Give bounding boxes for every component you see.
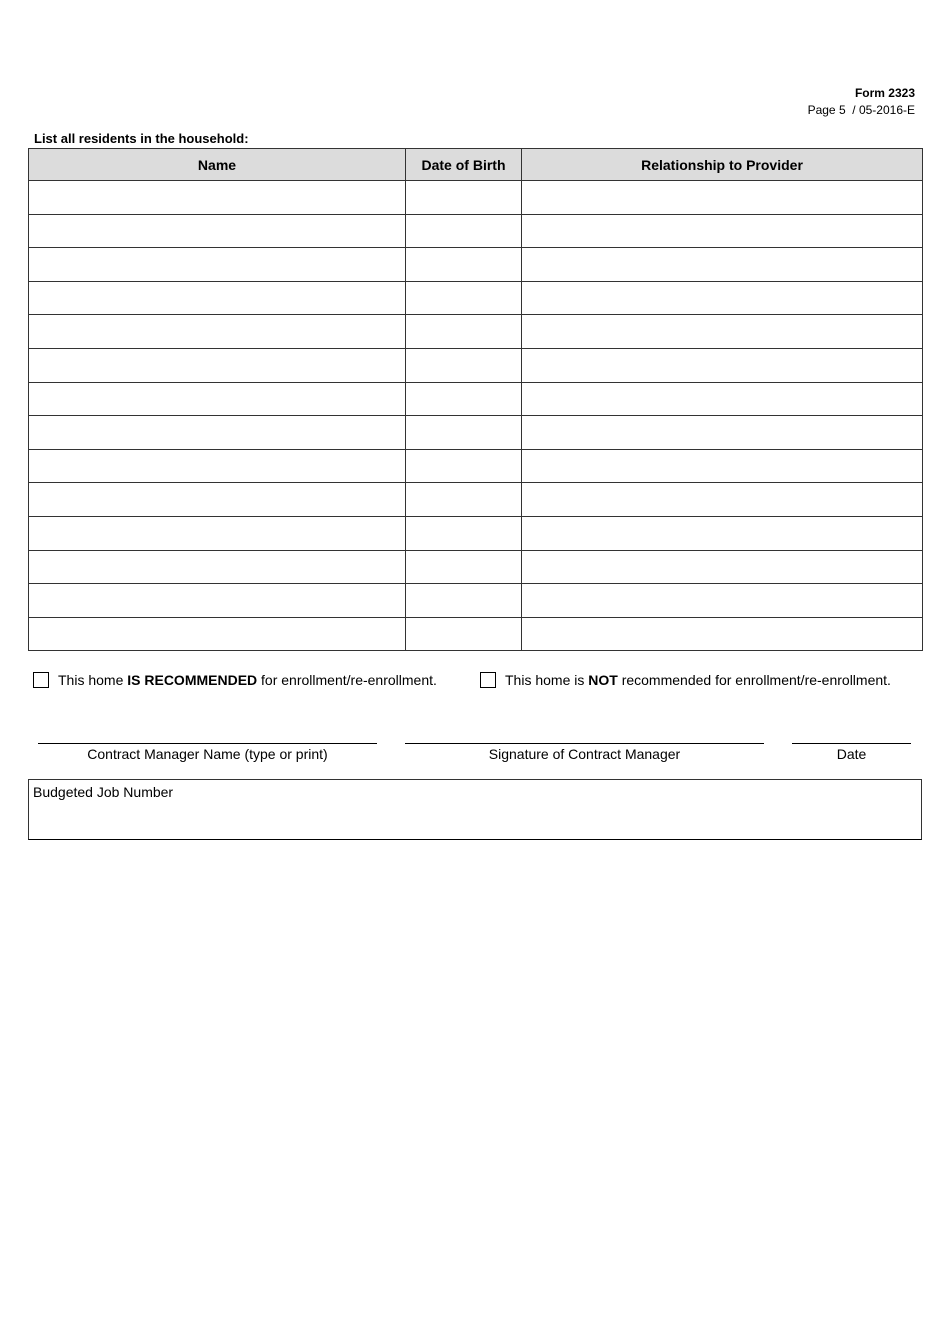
resident-name-input[interactable] bbox=[29, 282, 405, 315]
resident-relationship-input[interactable] bbox=[522, 181, 922, 214]
resident-cell-name bbox=[29, 248, 406, 282]
resident-date-of-birth-input[interactable] bbox=[406, 483, 521, 516]
form-number: Form 2323 bbox=[854, 86, 915, 100]
resident-cell-relationship bbox=[522, 617, 923, 651]
resident-relationship-input[interactable] bbox=[522, 551, 922, 584]
resident-cell-name bbox=[29, 214, 406, 248]
resident-name-input[interactable] bbox=[29, 383, 405, 416]
table-row bbox=[29, 348, 923, 382]
resident-name-input[interactable] bbox=[29, 349, 405, 382]
resident-date-of-birth-input[interactable] bbox=[406, 315, 521, 348]
resident-cell-date-of-birth bbox=[406, 617, 522, 651]
not-recommended-option[interactable] bbox=[480, 672, 891, 688]
resident-cell-relationship bbox=[522, 248, 923, 282]
resident-relationship-input[interactable] bbox=[522, 215, 922, 248]
resident-cell-date-of-birth bbox=[406, 516, 522, 550]
resident-cell-relationship bbox=[522, 449, 923, 483]
date-label: Date bbox=[836, 746, 867, 762]
resident-date-of-birth-input[interactable] bbox=[406, 416, 521, 449]
resident-cell-date-of-birth bbox=[406, 348, 522, 382]
resident-date-of-birth-input[interactable] bbox=[406, 349, 521, 382]
resident-cell-date-of-birth bbox=[406, 181, 522, 215]
resident-cell-name bbox=[29, 449, 406, 483]
resident-cell-date-of-birth bbox=[406, 248, 522, 282]
table-row bbox=[29, 449, 923, 483]
resident-date-of-birth-input[interactable] bbox=[406, 551, 521, 584]
resident-relationship-input[interactable] bbox=[522, 248, 922, 281]
resident-relationship-input[interactable] bbox=[522, 282, 922, 315]
resident-cell-relationship bbox=[522, 214, 923, 248]
resident-cell-relationship bbox=[522, 550, 923, 584]
budgeted-job-number-field[interactable] bbox=[28, 779, 922, 840]
column-header-name: Name bbox=[29, 149, 406, 181]
resident-cell-name bbox=[29, 315, 406, 349]
table-row bbox=[29, 281, 923, 315]
resident-relationship-input[interactable] bbox=[522, 349, 922, 382]
residents-table bbox=[28, 148, 923, 651]
manager-name-line[interactable] bbox=[38, 743, 377, 744]
signature-label: Signature of Contract Manager bbox=[488, 746, 681, 762]
resident-relationship-input[interactable] bbox=[522, 383, 922, 416]
residents-heading: List all residents in the household: bbox=[34, 131, 249, 146]
resident-cell-name bbox=[29, 416, 406, 450]
resident-date-of-birth-input[interactable] bbox=[406, 584, 521, 617]
resident-name-input[interactable] bbox=[29, 315, 405, 348]
table-row bbox=[29, 248, 923, 282]
resident-cell-relationship bbox=[522, 315, 923, 349]
resident-date-of-birth-input[interactable] bbox=[406, 450, 521, 483]
resident-date-of-birth-input[interactable] bbox=[406, 618, 521, 651]
resident-name-input[interactable] bbox=[29, 248, 405, 281]
resident-relationship-input[interactable] bbox=[522, 450, 922, 483]
resident-cell-date-of-birth bbox=[406, 214, 522, 248]
resident-relationship-input[interactable] bbox=[522, 416, 922, 449]
resident-cell-relationship bbox=[522, 584, 923, 618]
manager-name-label: Contract Manager Name (type or print) bbox=[87, 746, 328, 762]
not-recommended-checkbox[interactable] bbox=[480, 672, 496, 688]
resident-name-input[interactable] bbox=[29, 215, 405, 248]
resident-name-input[interactable] bbox=[29, 517, 405, 550]
resident-date-of-birth-input[interactable] bbox=[406, 248, 521, 281]
resident-date-of-birth-input[interactable] bbox=[406, 215, 521, 248]
recommendation-options bbox=[33, 672, 920, 692]
resident-date-of-birth-input[interactable] bbox=[406, 282, 521, 315]
resident-cell-date-of-birth bbox=[406, 550, 522, 584]
signature-line[interactable] bbox=[405, 743, 764, 744]
resident-cell-date-of-birth bbox=[406, 584, 522, 618]
column-header-date-of-birth: Date of Birth bbox=[406, 149, 522, 181]
resident-cell-relationship bbox=[522, 281, 923, 315]
table-row bbox=[29, 584, 923, 618]
resident-cell-name bbox=[29, 483, 406, 517]
resident-name-input[interactable] bbox=[29, 450, 405, 483]
table-row bbox=[29, 315, 923, 349]
resident-cell-date-of-birth bbox=[406, 416, 522, 450]
resident-cell-relationship bbox=[522, 181, 923, 215]
resident-relationship-input[interactable] bbox=[522, 483, 922, 516]
table-row bbox=[29, 617, 923, 651]
column-header-relationship: Relationship to Provider bbox=[522, 149, 923, 181]
resident-name-input[interactable] bbox=[29, 483, 405, 516]
form-identifier bbox=[808, 85, 915, 119]
resident-name-input[interactable] bbox=[29, 618, 405, 651]
resident-cell-name bbox=[29, 516, 406, 550]
resident-date-of-birth-input[interactable] bbox=[406, 517, 521, 550]
page-info: Page 5 / 05-2016-E bbox=[807, 103, 915, 117]
resident-name-input[interactable] bbox=[29, 584, 405, 617]
table-row bbox=[29, 416, 923, 450]
recommended-label: This home IS RECOMMENDED for enrollment/re-enrollment. bbox=[58, 672, 437, 688]
table-row bbox=[29, 483, 923, 517]
resident-cell-date-of-birth bbox=[406, 483, 522, 517]
resident-relationship-input[interactable] bbox=[522, 517, 922, 550]
resident-cell-relationship bbox=[522, 382, 923, 416]
resident-cell-date-of-birth bbox=[406, 281, 522, 315]
table-row bbox=[29, 382, 923, 416]
resident-name-input[interactable] bbox=[29, 181, 405, 214]
resident-cell-name bbox=[29, 584, 406, 618]
table-row bbox=[29, 550, 923, 584]
not-recommended-label: This home is NOT recommended for enrollment/re-enrollment. bbox=[505, 672, 891, 688]
table-row bbox=[29, 214, 923, 248]
resident-cell-relationship bbox=[522, 483, 923, 517]
table-header-row bbox=[29, 149, 923, 181]
resident-cell-name bbox=[29, 348, 406, 382]
resident-relationship-input[interactable] bbox=[522, 618, 922, 651]
resident-cell-date-of-birth bbox=[406, 315, 522, 349]
resident-cell-name bbox=[29, 617, 406, 651]
resident-cell-relationship bbox=[522, 516, 923, 550]
recommended-checkbox[interactable] bbox=[33, 672, 49, 688]
resident-cell-name bbox=[29, 281, 406, 315]
resident-cell-relationship bbox=[522, 348, 923, 382]
resident-cell-date-of-birth bbox=[406, 449, 522, 483]
recommended-option[interactable] bbox=[33, 672, 437, 688]
table-row bbox=[29, 181, 923, 215]
resident-date-of-birth-input[interactable] bbox=[406, 383, 521, 416]
resident-relationship-input[interactable] bbox=[522, 315, 922, 348]
resident-name-input[interactable] bbox=[29, 551, 405, 584]
resident-cell-name bbox=[29, 382, 406, 416]
resident-name-input[interactable] bbox=[29, 416, 405, 449]
resident-cell-date-of-birth bbox=[406, 382, 522, 416]
budgeted-job-number-label: Budgeted Job Number bbox=[33, 784, 174, 800]
resident-relationship-input[interactable] bbox=[522, 584, 922, 617]
date-line[interactable] bbox=[792, 743, 911, 744]
resident-cell-relationship bbox=[522, 416, 923, 450]
resident-cell-name bbox=[29, 550, 406, 584]
resident-cell-name bbox=[29, 181, 406, 215]
table-row bbox=[29, 516, 923, 550]
resident-date-of-birth-input[interactable] bbox=[406, 181, 521, 214]
